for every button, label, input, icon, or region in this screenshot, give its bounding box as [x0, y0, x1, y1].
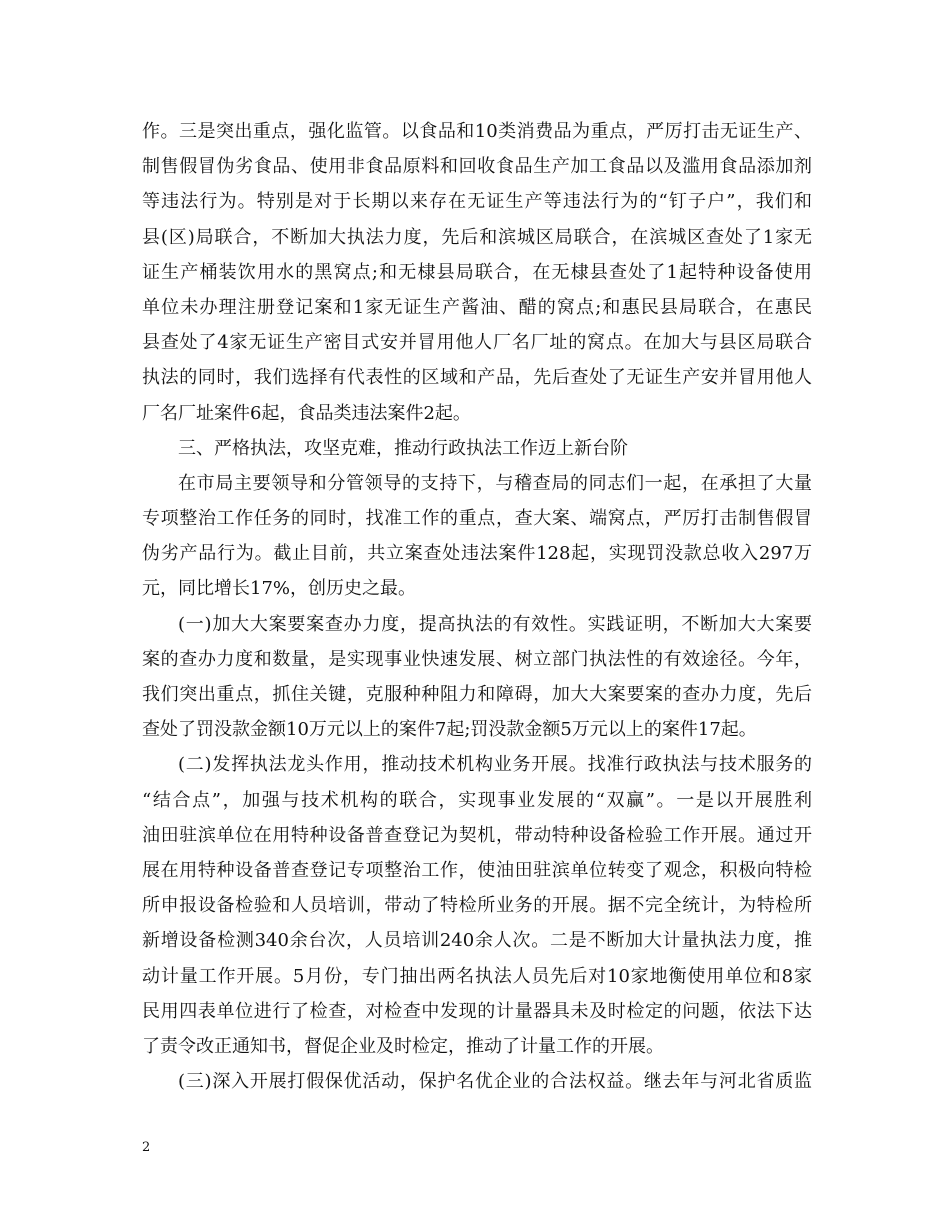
text-line: (三)深入开展打假保优活动，保护名优企业的合法权益。继去年与河北省质监	[178, 1071, 812, 1093]
text-line: 查处了罚没款金额10万元以上的案件7起;罚没款金额5万元以上的案件17起。	[142, 719, 757, 741]
text-line: 单位未办理注册登记案和1家无证生产酱油、醋的窝点;和惠民县局联合，在惠民	[142, 296, 812, 318]
text-line: 民用四表单位进行了检查，对检查中发现的计量器具未及时检定的问题，依法下达	[142, 1000, 812, 1022]
text-line: 新增设备检测340余台次，人员培训240余人次。二是不断加大计量执法力度，推	[142, 930, 812, 952]
text-line: 展在用特种设备普查登记专项整治工作，使油田驻滨单位转变了观念，积极向特检	[142, 859, 812, 881]
text-line: “结合点”，加强与技术机构的联合，实现事业发展的“双赢”。一是以开展胜利	[142, 789, 812, 811]
text-line: 三、严格执法，攻坚克难，推动行政执法工作迈上新台阶	[178, 437, 628, 459]
text-line: 案的查办力度和数量，是实现事业快速发展、树立部门执法性的有效途径。今年，	[142, 648, 812, 670]
text-line: 县查处了4家无证生产密目式安并冒用他人厂名厂址的窝点。在加大与县区局联合	[142, 332, 812, 354]
text-line: 所申报设备检验和人员培训，带动了特检所业务的开展。据不完全统计，为特检所	[142, 895, 812, 917]
text-line: 证生产桶装饮用水的黑窝点;和无棣县局联合，在无棣县查处了1起特种设备使用	[142, 261, 812, 283]
text-line: 在市局主要领导和分管领导的支持下，与稽查局的同志们一起，在承担了大量	[178, 472, 812, 494]
text-line: 了责令改正通知书，督促企业及时检定，推动了计量工作的开展。	[142, 1035, 664, 1057]
text-line: 作。三是突出重点，强化监管。以食品和10类消费品为重点，严厉打击无证生产、	[142, 121, 812, 142]
text-line: 元，同比增长17%，创历史之最。	[142, 578, 417, 600]
text-line: 厂名厂址案件6起，食品类违法案件2起。	[142, 402, 471, 424]
text-line: 制售假冒伪劣食品、使用非食品原料和回收食品生产加工食品以及滥用食品添加剂	[142, 156, 812, 178]
text-line: (一)加大大案要案查办力度，提高执法的有效性。实践证明，不断加大大案要	[178, 613, 812, 635]
text-line: 等违法行为。特别是对于长期以来存在无证生产等违法行为的“钉子户”，我们和	[142, 191, 812, 213]
text-line: 油田驻滨单位在用特种设备普查登记为契机，带动特种设备检验工作开展。通过开	[142, 824, 812, 846]
text-line: 县(区)局联合，不断加大执法力度，先后和滨城区局联合，在滨城区查处了1家无	[142, 226, 812, 248]
text-line: (二)发挥执法龙头作用，推动技术机构业务开展。找准行政执法与技术服务的	[178, 754, 812, 776]
text-line: 执法的同时，我们选择有代表性的区域和产品，先后查处了无证生产安并冒用他人	[142, 367, 812, 389]
text-line: 动计量工作开展。5月份，专门抽出两名执法人员先后对10家地衡使用单位和8家	[142, 965, 812, 987]
body-text	[142, 114, 812, 1099]
page-number: 2	[142, 1140, 151, 1155]
text-line: 专项整治工作任务的同时，找准工作的重点，查大案、端窝点，严厉打击制售假冒	[142, 508, 812, 530]
text-line: 我们突出重点，抓住关键，克服种种阻力和障碍，加大大案要案的查办力度，先后	[142, 684, 812, 705]
text-line: 伪劣产品行为。截止目前，共立案查处违法案件128起，实现罚没款总收入297万	[142, 543, 812, 565]
